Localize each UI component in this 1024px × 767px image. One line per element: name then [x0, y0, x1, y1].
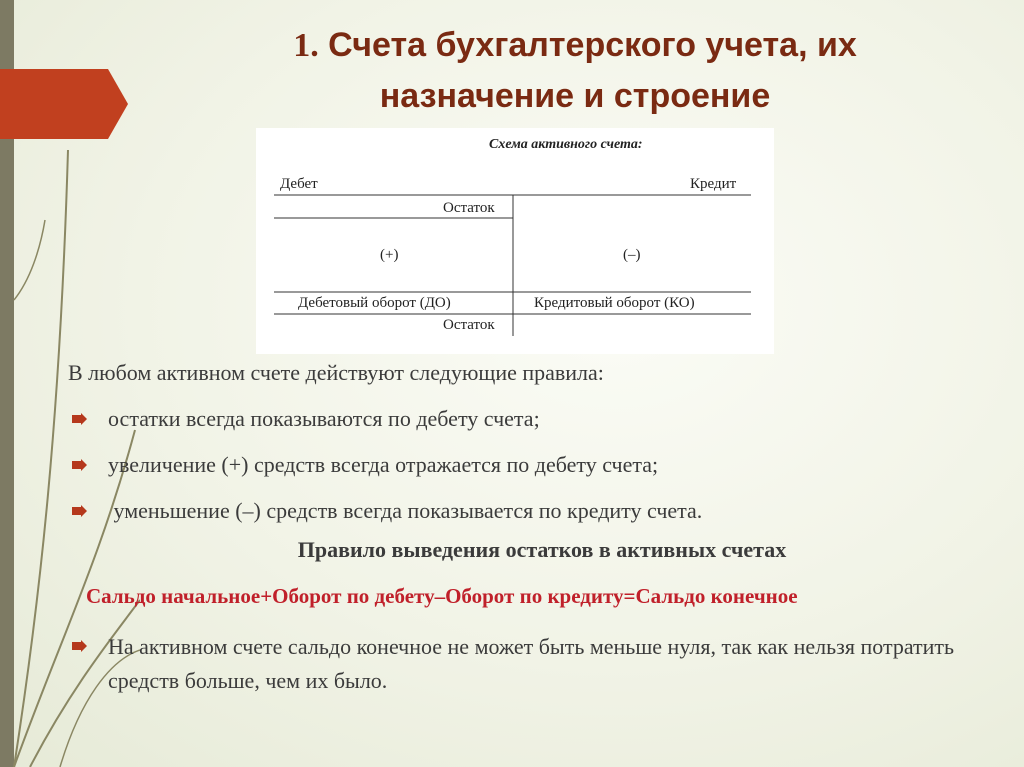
- slide-title: [150, 20, 1000, 121]
- scheme-lines: [256, 128, 774, 354]
- arrow-bullet-icon: [72, 459, 87, 471]
- debit-label: Дебет: [280, 176, 318, 192]
- minus-sign: (–): [623, 247, 641, 263]
- opening-balance-label: Остаток: [443, 200, 495, 216]
- title-line2: назначение и строение: [379, 77, 771, 115]
- arrow-bullet-icon: [72, 505, 87, 517]
- rule-text: увеличение (+) средств всегда отражается по дебету счета;: [108, 452, 659, 477]
- active-account-scheme: [256, 128, 774, 354]
- arrow-bullet-icon: [72, 640, 87, 652]
- balance-rule-heading: Правило выведения остатков в активных счетах: [297, 537, 787, 562]
- closing-balance-note: На активном счете сальдо конечное не может быть меньше нуля, так как нельзя потратить средств больше, чем их было.: [108, 634, 955, 693]
- debit-turnover-label: Дебетовый оборот (ДО): [298, 295, 451, 311]
- scheme-caption: Схема активного счета:: [489, 137, 643, 152]
- plus-sign: (+): [380, 247, 399, 263]
- credit-turnover-label: Кредитовый оборот (КО): [534, 295, 695, 311]
- rule-item: [68, 496, 702, 542]
- rule-text: уменьшение (–) средств всегда показывается по кредиту счета.: [108, 498, 703, 523]
- rules-intro: В любом активном счете действуют следующие правила:: [68, 360, 604, 385]
- title-number: 1.: [293, 27, 319, 64]
- rules-list: [68, 404, 702, 542]
- arrow-bullet-icon: [72, 413, 87, 425]
- closing-balance-label: Остаток: [443, 317, 495, 333]
- credit-label: Кредит: [690, 176, 737, 192]
- balance-formula: Сальдо начальное+Оборот по дебету–Оборот по кредиту=Сальдо конечное: [86, 584, 798, 608]
- rule-item: [68, 450, 702, 496]
- red-arrow-decoration: [0, 69, 130, 139]
- title-line1: Счета бухгалтерского учета, их: [328, 26, 857, 64]
- rule-text: остатки всегда показываются по дебету счета;: [108, 406, 540, 431]
- rule-item: [68, 404, 702, 450]
